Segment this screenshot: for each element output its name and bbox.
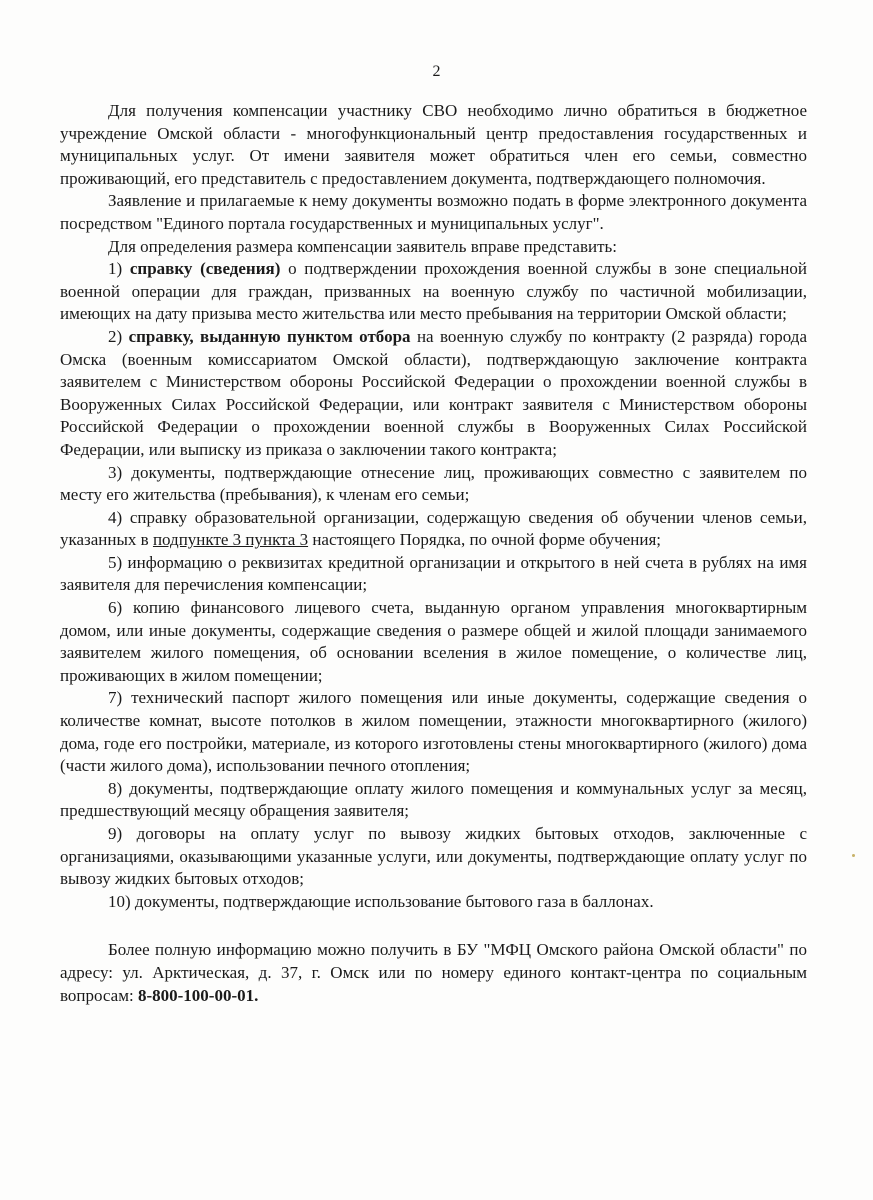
- document-body: [60, 100, 807, 1007]
- list-item-text: о подтверждении прохождения военной службы в зоне специальной военной операции для граждан, призванных на военную службу по частичной мобилизации, имеющих на дату призыва место жительства или место пребывания на территории Омской области;: [60, 259, 807, 324]
- list-item-8: 8) документы, подтверждающие оплату жилого помещения и коммунальных услуг за месяц, предшествующий месяцу обращения заявителя;: [60, 778, 807, 821]
- page-number: 2: [432, 63, 441, 80]
- paragraph-electronic-submission: Заявление и прилагаемые к нему документы возможно подать в форме электронного документа посредством "Единого портала государственных и муниципальных услуг".: [60, 191, 807, 233]
- list-item-2: [60, 326, 807, 462]
- contact-phone: 8-800-100-00-01.: [137, 985, 259, 1005]
- list-item-1: [60, 258, 807, 326]
- reference-link[interactable]: подпункте 3 пункта 3: [152, 530, 309, 550]
- closing-paragraph: [60, 939, 807, 1007]
- list-item-6: 6) копию финансового лицевого счета, выданную органом управления многоквартирным домом, или иные документы, содержащие сведения о размере общей и жилой площади занимаемого заявителем жилого помещения, об основании вселения в жилое помещение, о количестве лиц, проживающих в жилом помещении;: [60, 598, 807, 685]
- paragraph-application-procedure: Для получения компенсации участнику СВО необходимо лично обратиться в бюджетное учреждение Омской области - многофункциональный центр предоставления государственных и муниципальных услуг. От имени заявителя может обратиться член его семьи, совместно проживающий, его представитель с предоставлением документа, подтверждающего полномочия.: [60, 101, 807, 188]
- closing-text: Более полную информацию можно получить в БУ "МФЦ Омского района Омской области" по адресу: ул. Арктическая, д. 37, г. Омск или по номеру единого контакт-центра по социальным вопросам:: [60, 940, 807, 1005]
- list-item-3: 3) документы, подтверждающие отнесение лиц, проживающих совместно с заявителем по месту его жительства (пребывания), к членам его семьи;: [60, 462, 807, 505]
- paragraph-documents-intro: Для определения размера компенсации заявитель вправе представить:: [108, 236, 617, 256]
- list-item-number: 2): [108, 326, 123, 346]
- list-item-9: 9) договоры на оплату услуг по вывозу жидких бытовых отходов, заключенные с организациями, оказывающими указанные услуги, или документы, подтверждающие оплату услуг по вывозу жидких бытовых отходов;: [60, 824, 807, 889]
- list-item-bold-term: справку, выданную пунктом отбора: [128, 326, 411, 346]
- list-item-text: настоящего Порядка, по очной форме обучения;: [308, 530, 661, 550]
- list-item-text: 4) справку образовательной организации, содержащую сведения об обучении членов семьи, указанных в: [60, 507, 807, 550]
- list-item-number: 1): [108, 259, 123, 279]
- list-item-4: [60, 507, 807, 552]
- scan-speck: [852, 854, 855, 857]
- list-item-10: 10) документы, подтверждающие использование бытового газа в баллонах.: [108, 891, 654, 911]
- list-item-5: 5) информацию о реквизитах кредитной организации и открытого в ней счета в рублях на имя заявителя для перечисления компенсации;: [60, 552, 807, 595]
- list-item-bold-term: справку (сведения): [129, 259, 281, 279]
- list-item-text: на военную службу по контракту (2 разряда) города Омска (военным комиссариатом Омской области), подтверждающую заключение контракта заявителем с Министерством обороны Российской Федерации о прохождении военной службы в Вооруженных Силах Российской Федерации, или контракт заявителя с Министерством обороны Российской Федерации о прохождении военной службы в Вооруженных Силах Российской Федерации, или выписку из приказа о заключении такого контракта;: [60, 326, 808, 459]
- list-item-7: 7) технический паспорт жилого помещения или иные документы, содержащие сведения о количестве комнат, высоте потолков в жилом помещении, этажности многоквартирного (жилого) дома, годе его постройки, материале, из которого изготовлены стены многоквартирного (жилого) дома (части жилого дома), использовании печного отопления;: [60, 688, 807, 776]
